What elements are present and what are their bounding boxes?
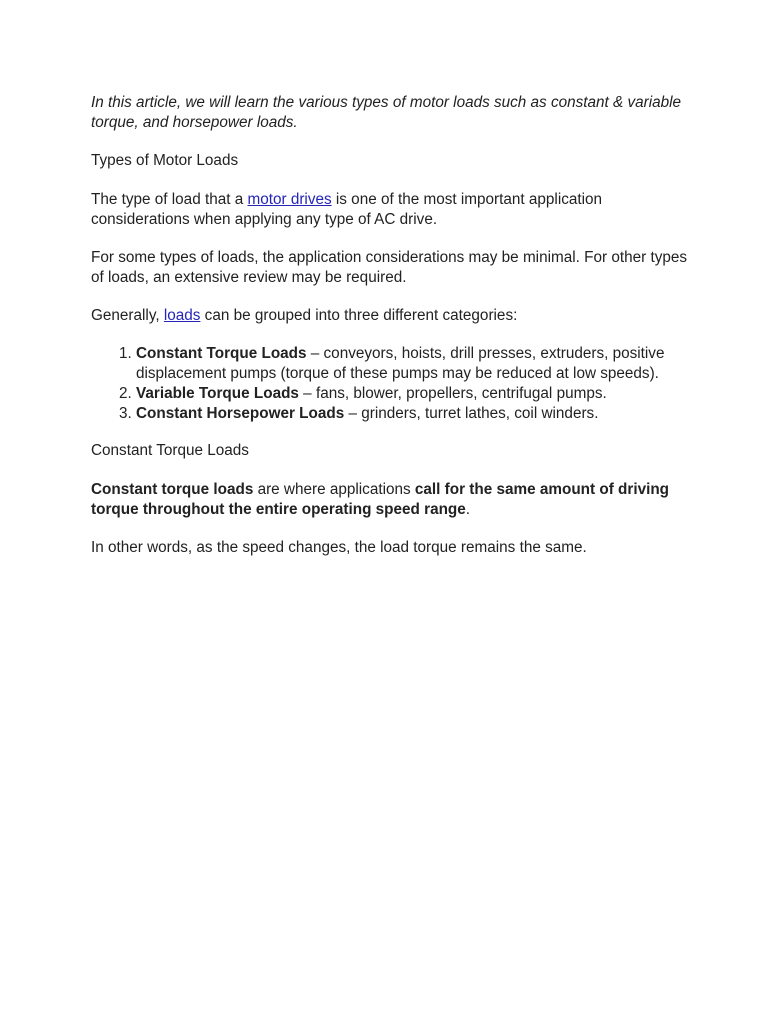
document-page	[91, 93, 691, 576]
paragraph-text: are where applications	[253, 481, 415, 498]
category-title: Variable Torque Loads	[136, 385, 299, 402]
category-description: – fans, blower, propellers, centrifugal pumps.	[298, 385, 607, 402]
section-heading-constant-torque: Constant Torque Loads	[91, 442, 249, 459]
paragraph-text: is one of the most important application considerations when applying any type of AC drive.	[91, 191, 603, 228]
bold-text: call for the same amount of driving torque throughout the entire operating speed range	[91, 481, 670, 518]
paragraph-text: The type of load that a	[91, 191, 248, 208]
section-heading-types: Types of Motor Loads	[91, 152, 239, 169]
paragraph-text: Generally,	[91, 307, 164, 324]
paragraph-definition	[91, 480, 691, 520]
category-description: – grinders, turret lathes, coil winders.	[344, 405, 599, 422]
paragraph-other-words: In other words, as the speed changes, the load torque remains the same.	[91, 539, 587, 556]
paragraph-load-type	[91, 190, 691, 230]
list-item	[136, 404, 691, 424]
category-title: Constant Torque Loads	[136, 345, 307, 362]
paragraph-text: .	[465, 501, 471, 518]
intro-paragraph: In this article, we will learn the various types of motor loads such as constant & variable torque, and horsepower loads.	[91, 94, 682, 131]
loads-link[interactable]: loads	[163, 307, 201, 324]
list-item	[136, 384, 691, 404]
paragraph-text: can be grouped into three different categories:	[200, 307, 518, 324]
load-categories-list	[91, 344, 691, 424]
list-item	[136, 344, 691, 384]
paragraph-categories-intro	[91, 306, 691, 326]
bold-text: Constant torque loads	[91, 481, 254, 498]
motor-drives-link[interactable]: motor drives	[247, 191, 332, 208]
category-title: Constant Horsepower Loads	[136, 405, 345, 422]
paragraph-considerations: For some types of loads, the application considerations may be minimal. For other types of loads, an extensive review may be required.	[91, 249, 688, 286]
category-description: – conveyors, hoists, drill presses, extruders, positive displacement pumps (torque of these pumps may be reduced at low speeds).	[136, 345, 665, 382]
